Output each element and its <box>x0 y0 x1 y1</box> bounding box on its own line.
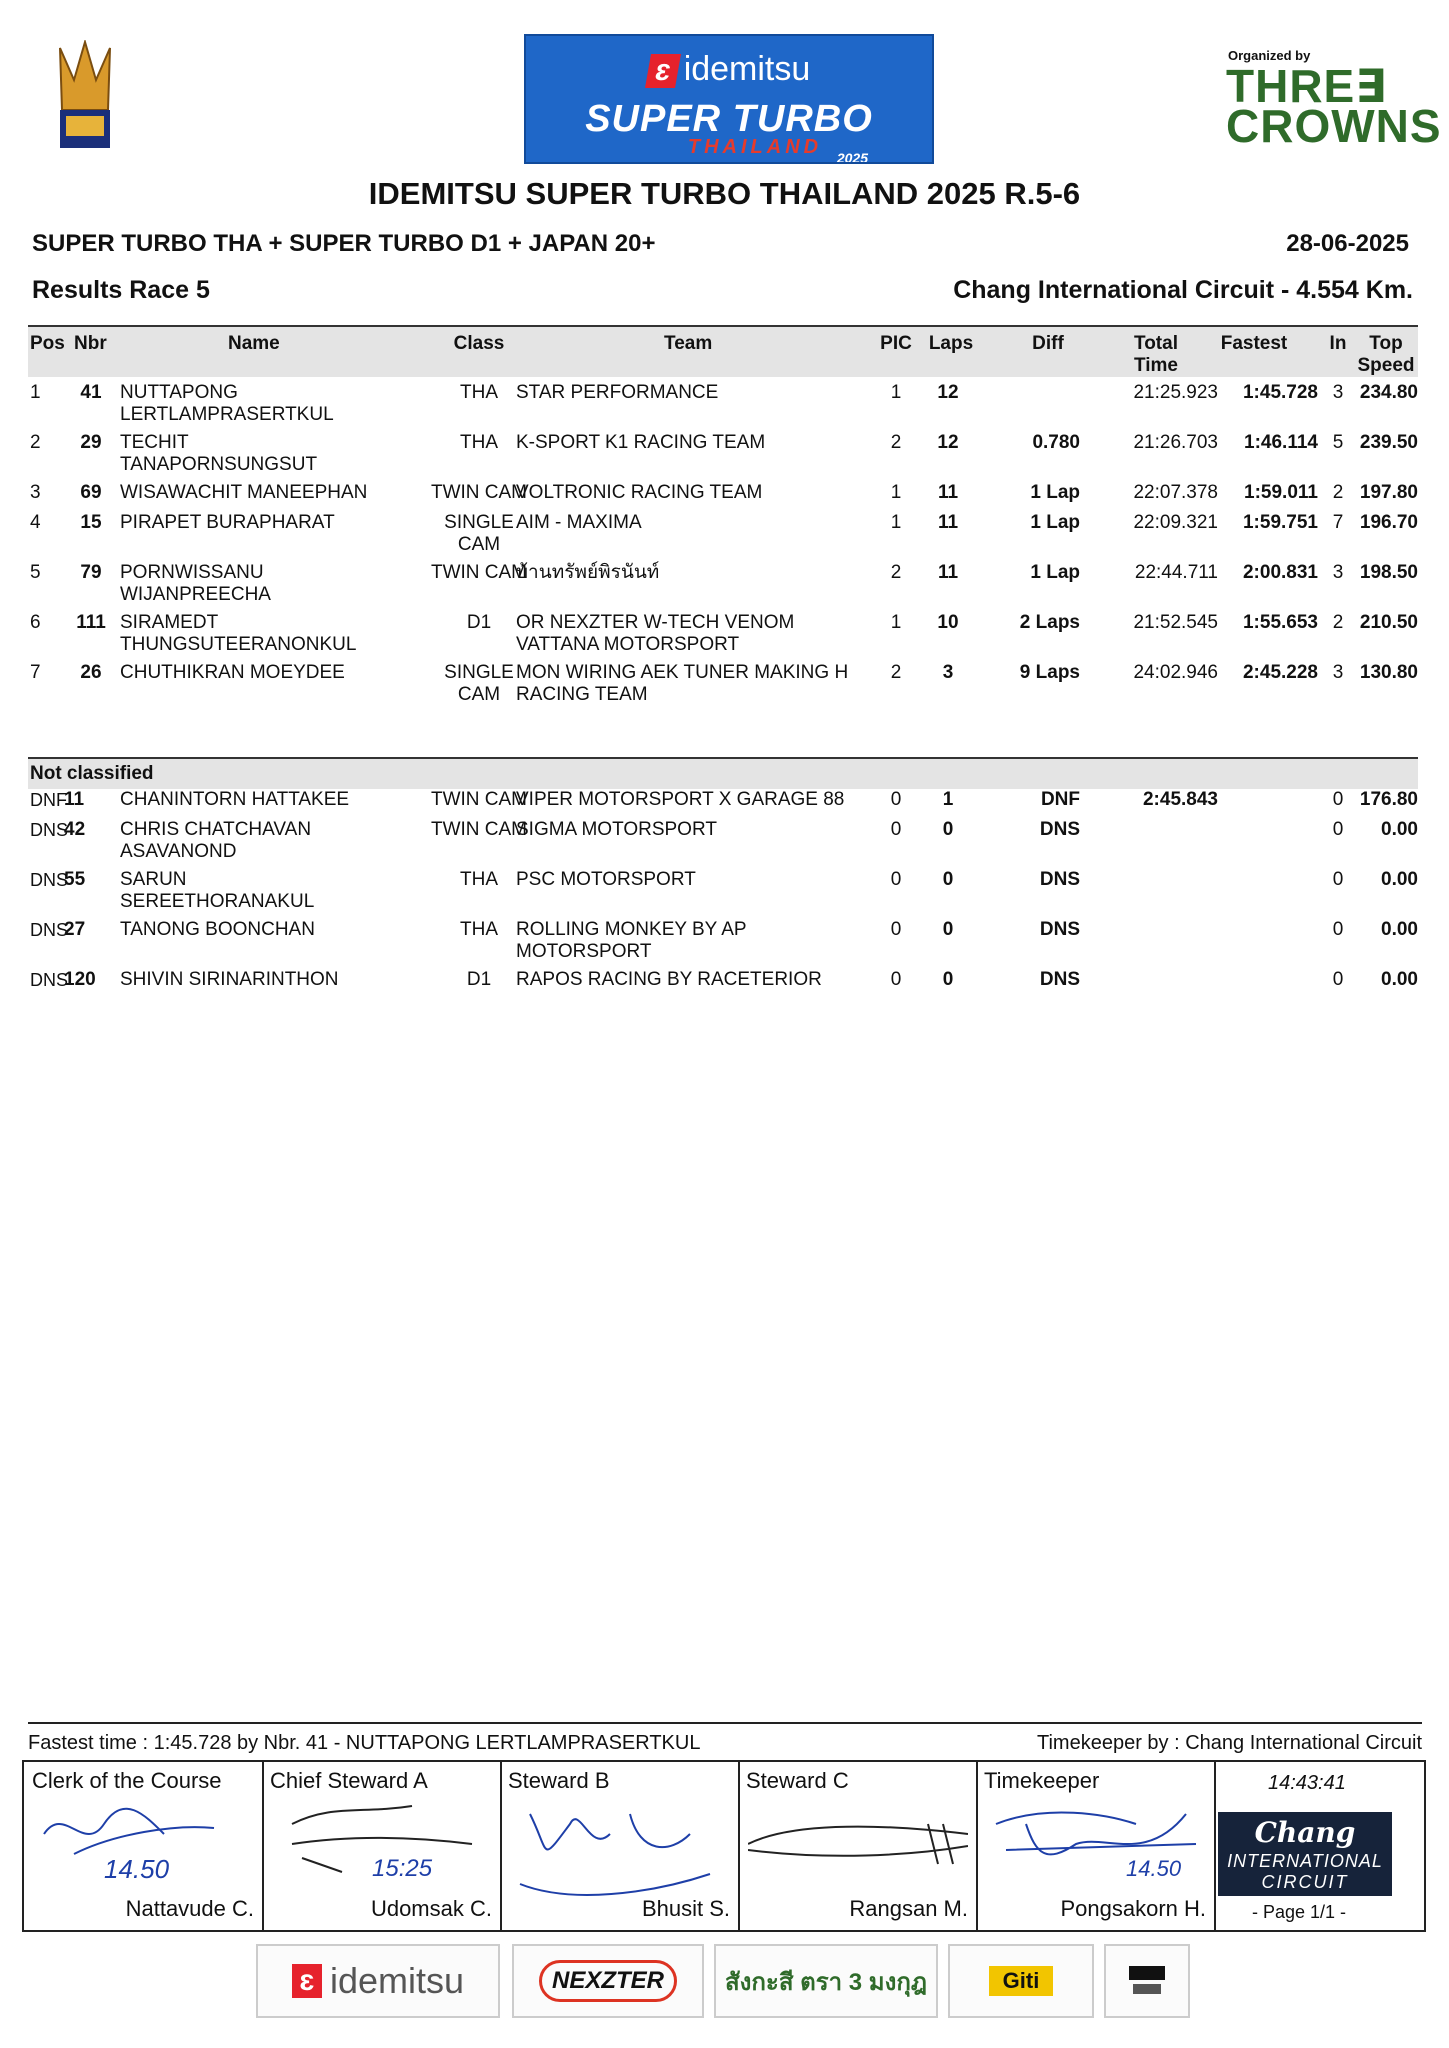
cell-diff: 9 Laps <box>1019 662 1080 683</box>
cell-top: 0.00 <box>1381 969 1418 990</box>
cell-pic: 1 <box>890 512 902 533</box>
cell-total: 22:44.711 <box>1134 562 1218 583</box>
cell-pos: 3 <box>30 482 41 503</box>
cell-top: 0.00 <box>1381 869 1418 890</box>
cell-laps: 0 <box>942 869 954 890</box>
cell-nbr: 29 <box>80 432 102 453</box>
cell-total: 22:09.321 <box>1133 512 1218 533</box>
cell-laps: 1 <box>942 789 954 810</box>
cell-laps: 11 <box>937 562 959 583</box>
cell-laps: 10 <box>937 612 959 633</box>
cell-team: VOLTRONIC RACING TEAM <box>516 482 763 503</box>
cell-fastest: 1:59.011 <box>1244 482 1318 503</box>
cell-top: 210.50 <box>1359 612 1418 633</box>
cell-fastest: 1:46.114 <box>1244 432 1318 453</box>
cell-name: NUTTAPONG LERTLAMPRASERTKUL <box>120 382 334 425</box>
cell-name: CHANINTORN HATTAKEE <box>120 789 350 810</box>
idemitsu-mark-icon: ɛ <box>645 54 681 88</box>
cell-nbr: 42 <box>64 819 86 840</box>
cell-nbr: 27 <box>64 919 86 940</box>
cell-team: VIPER MOTORSPORT X GARAGE 88 <box>516 789 845 810</box>
cell-class: TWIN CAM <box>430 789 528 810</box>
cell-pos: 6 <box>30 612 41 633</box>
cell-class: D1 <box>466 969 492 990</box>
cell-diff: DNS <box>1039 919 1080 940</box>
signature-timekeeper: Timekeeper 14.50 Pongsakorn H. <box>976 1762 1216 1930</box>
cell-nbr: 120 <box>64 969 96 990</box>
cell-diff: 1 Lap <box>1030 512 1080 533</box>
cell-total: 21:52.545 <box>1133 612 1218 633</box>
cell-diff: 1 Lap <box>1030 562 1080 583</box>
cell-name: CHUTHIKRAN MOEYDEE <box>120 662 345 683</box>
header-laps: Laps <box>928 333 974 354</box>
event-date: 28-06-2025 <box>1286 230 1409 257</box>
signature-clerk: Clerk of the Course 14.50 Nattavude C. <box>24 1762 264 1930</box>
cell-class: D1 <box>466 612 492 633</box>
cell-top: 176.80 <box>1359 789 1418 810</box>
header-in: In <box>1329 333 1347 354</box>
cell-nbr: 55 <box>64 869 86 890</box>
cell-diff: 2 Laps <box>1019 612 1080 633</box>
cell-fastest: 1:59.751 <box>1242 512 1318 533</box>
cell-pic: 0 <box>890 969 902 990</box>
cell-class: TWIN CAM <box>430 482 528 503</box>
cell-team: STAR PERFORMANCE <box>516 382 719 403</box>
cell-pos: 1 <box>30 382 41 403</box>
cell-fastest: 2:45.228 <box>1242 662 1318 683</box>
svg-text:14.50: 14.50 <box>104 1854 170 1884</box>
cell-laps: 11 <box>937 482 959 503</box>
cell-team: K-SPORT K1 RACING TEAM <box>516 432 766 453</box>
header-fastest: Fastest <box>1220 333 1288 354</box>
cell-nbr: 26 <box>80 662 102 683</box>
cell-name: TECHIT TANAPORNSUNGSUT <box>120 432 318 475</box>
cell-in: 0 <box>1332 789 1344 810</box>
cell-in: 2 <box>1332 612 1344 633</box>
header-diff: Diff <box>1032 333 1064 354</box>
cell-team: RAPOS RACING BY RACETERIOR <box>516 969 822 990</box>
cell-name: PIRAPET BURAPHARAT <box>120 512 335 533</box>
signature-chief-steward: Chief Steward A 15:25 Udomsak C. <box>262 1762 502 1930</box>
cell-nbr: 41 <box>80 382 102 403</box>
cell-team: PSC MOTORSPORT <box>516 869 696 890</box>
banner-brand: idemitsu <box>683 50 811 88</box>
banner-year: 2025 <box>836 150 868 164</box>
cell-pic: 0 <box>890 819 902 840</box>
cell-class: THA <box>460 869 498 890</box>
cell-name: WISAWACHIT MANEEPHAN <box>120 482 368 503</box>
banner-line1: SUPER TURBO <box>585 98 873 140</box>
cell-class: SINGLE CAM <box>444 512 514 555</box>
cell-team: OR NEXZTER W-TECH VENOM VATTANA MOTORSPORT <box>516 612 795 655</box>
sponsor-idemitsu-logo: ɛ idemitsu <box>256 1944 500 2018</box>
cell-diff: DNS <box>1039 969 1080 990</box>
cell-pic: 2 <box>890 662 902 683</box>
header-team: Team <box>664 333 713 354</box>
cell-nbr: 111 <box>76 612 106 633</box>
cell-name: TANONG BOONCHAN <box>120 919 315 940</box>
cell-fastest: 1:45.728 <box>1242 382 1318 403</box>
cell-pic: 0 <box>890 919 902 940</box>
sponsor-giti-logo: Giti <box>948 1944 1094 2018</box>
cell-pos: DNS <box>30 820 69 840</box>
cell-in: 0 <box>1332 919 1344 940</box>
cell-top: 239.50 <box>1359 432 1418 453</box>
cell-laps: 12 <box>937 432 959 453</box>
header-class: Class <box>453 333 505 354</box>
svg-text:14.50: 14.50 <box>1126 1856 1182 1881</box>
cell-pic: 0 <box>890 789 902 810</box>
cell-diff: DNS <box>1039 869 1080 890</box>
signature-clerk-handwriting <box>34 1794 234 1884</box>
cell-laps: 0 <box>942 969 954 990</box>
cell-pic: 2 <box>890 432 902 453</box>
cell-top: 0.00 <box>1381 819 1418 840</box>
cell-top: 130.80 <box>1359 662 1418 683</box>
signature-steward-b-handwriting <box>510 1794 730 1904</box>
cell-diff: 1 Lap <box>1030 482 1080 503</box>
cell-diff: 0.780 <box>1032 432 1080 453</box>
cell-laps: 0 <box>942 819 954 840</box>
cell-total: 21:26.703 <box>1133 432 1218 453</box>
cell-in: 0 <box>1332 969 1344 990</box>
cell-team: ROLLING MONKEY BY AP MOTORSPORT <box>516 919 747 962</box>
header-pos: Pos <box>30 333 65 354</box>
cell-nbr: 15 <box>80 512 102 533</box>
header-pic: PIC <box>880 333 912 354</box>
table-header <box>28 325 1418 377</box>
cell-diff: DNF <box>1040 789 1080 810</box>
cell-nbr: 69 <box>80 482 102 503</box>
fastest-time-text: Fastest time : 1:45.728 by Nbr. 41 - NUTTAPONG LERTLAMPRASERTKUL <box>28 1732 701 1754</box>
header-nbr: Nbr <box>74 333 107 354</box>
cell-in: 0 <box>1332 869 1344 890</box>
signature-steward-c-handwriting <box>748 1794 968 1884</box>
cell-name: CHRIS CHATCHAVAN ASAVANOND <box>120 819 312 862</box>
cell-pos: DNS <box>30 920 69 940</box>
print-time: 14:43:41 <box>1268 1772 1346 1794</box>
cell-class: TWIN CAM <box>430 562 528 583</box>
header-name: Name <box>228 333 280 354</box>
cell-team: บ้านทรัพย์พิรนันท์ <box>516 562 660 583</box>
sponsor-small-mark-icon <box>1127 1964 1167 1998</box>
cell-top: 198.50 <box>1359 562 1418 583</box>
cell-name: SIRAMEDT THUNGSUTEERANONKUL <box>120 612 357 655</box>
chang-circuit-logo: Chang INTERNATIONAL CIRCUIT <box>1218 1812 1392 1896</box>
cell-pos: 5 <box>30 562 41 583</box>
cell-in: 0 <box>1332 819 1344 840</box>
cell-pos: DNS <box>30 870 69 890</box>
organizer-logo: THRE∃ CROWNS <box>1226 60 1442 152</box>
cell-team: MON WIRING AEK TUNER MAKING H RACING TEAM <box>516 662 849 705</box>
cell-total: 2:45.843 <box>1142 789 1218 810</box>
cell-class: SINGLE CAM <box>444 662 514 705</box>
cell-in: 3 <box>1332 562 1344 583</box>
cell-name: SARUN SEREETHORANAKUL <box>120 869 315 912</box>
association-logo <box>52 40 118 150</box>
cell-total: 22:07.378 <box>1133 482 1218 503</box>
cell-in: 3 <box>1332 662 1344 683</box>
svg-text:15:25: 15:25 <box>372 1855 433 1882</box>
cell-pic: 1 <box>890 482 902 503</box>
cell-name: PORNWISSANU WIJANPREECHA <box>120 562 271 605</box>
cell-laps: 3 <box>942 662 954 683</box>
fastest-time-line <box>28 1722 1422 1754</box>
cell-pos: 4 <box>30 512 41 533</box>
results-table <box>28 325 1418 997</box>
cell-name: SHIVIN SIRINARINTHON <box>120 969 339 990</box>
cell-pos: 7 <box>30 662 41 683</box>
cell-nbr: 11 <box>64 789 85 810</box>
cell-nbr: 79 <box>80 562 102 583</box>
not-classified-header: Not classified <box>28 757 1418 789</box>
cell-fastest: 2:00.831 <box>1242 562 1318 583</box>
cell-laps: 11 <box>937 512 959 533</box>
cell-pic: 0 <box>890 869 902 890</box>
signature-timekeeper-handwriting <box>986 1794 1206 1884</box>
cell-top: 197.80 <box>1359 482 1418 503</box>
header-top-speed: Top Speed <box>1357 333 1415 376</box>
cell-top: 196.70 <box>1359 512 1418 533</box>
cell-in: 5 <box>1332 432 1344 453</box>
series-subtitle: SUPER TURBO THA + SUPER TURBO D1 + JAPAN 20+ <box>32 230 656 257</box>
sponsor-small-logo <box>1104 1944 1190 2018</box>
signature-chief-steward-handwriting <box>272 1794 492 1884</box>
idemitsu-mark-icon: ɛ <box>292 1964 322 1998</box>
cell-pos: 2 <box>30 432 41 453</box>
timekeeper-by-text: Timekeeper by : Chang International Circuit <box>1037 1732 1422 1754</box>
cell-in: 7 <box>1332 512 1344 533</box>
signature-steward-b: Steward B Bhusit S. <box>500 1762 740 1930</box>
cell-fastest: 1:55.653 <box>1242 612 1318 633</box>
cell-pic: 2 <box>890 562 902 583</box>
cell-in: 3 <box>1332 382 1344 403</box>
cell-class: THA <box>460 919 498 940</box>
circuit-info: Chang International Circuit - 4.554 Km. <box>953 276 1413 304</box>
cell-class: TWIN CAM <box>430 819 528 840</box>
cell-team: AIM - MAXIMA <box>516 512 642 533</box>
cell-total: 21:25.923 <box>1133 382 1218 403</box>
organizer-label: Organized by <box>1228 48 1311 63</box>
cell-laps: 12 <box>937 382 959 403</box>
cell-class: THA <box>460 382 498 403</box>
cell-pic: 1 <box>890 382 902 403</box>
cell-in: 2 <box>1332 482 1344 503</box>
banner-line2: THAILAND <box>687 136 823 158</box>
signature-steward-c: Steward C Rangsan M. <box>738 1762 978 1930</box>
cell-pic: 1 <box>890 612 902 633</box>
session-title: Results Race 5 <box>32 276 210 304</box>
page-number: - Page 1/1 - <box>1252 1902 1347 1922</box>
cell-class: THA <box>460 432 498 453</box>
header-total-time: Total Time <box>1133 333 1178 376</box>
signature-box <box>22 1760 1426 1932</box>
cell-diff: DNS <box>1039 819 1080 840</box>
super-turbo-banner <box>524 34 934 164</box>
cell-pos: DNF <box>30 790 67 810</box>
cell-laps: 0 <box>942 919 954 940</box>
cell-top: 234.80 <box>1359 382 1418 403</box>
cell-top: 0.00 <box>1381 919 1418 940</box>
sponsor-three-crowns-thai-logo: สังกะสี ตรา 3 มงกุฎ <box>714 1944 938 2018</box>
cell-pos: DNS <box>30 970 69 990</box>
page-title: IDEMITSU SUPER TURBO THAILAND 2025 R.5-6 <box>368 176 1081 211</box>
cell-team: SIGMA MOTORSPORT <box>516 819 717 840</box>
cell-total: 24:02.946 <box>1133 662 1218 683</box>
sponsor-nexzter-logo: NEXZTER <box>512 1944 704 2018</box>
